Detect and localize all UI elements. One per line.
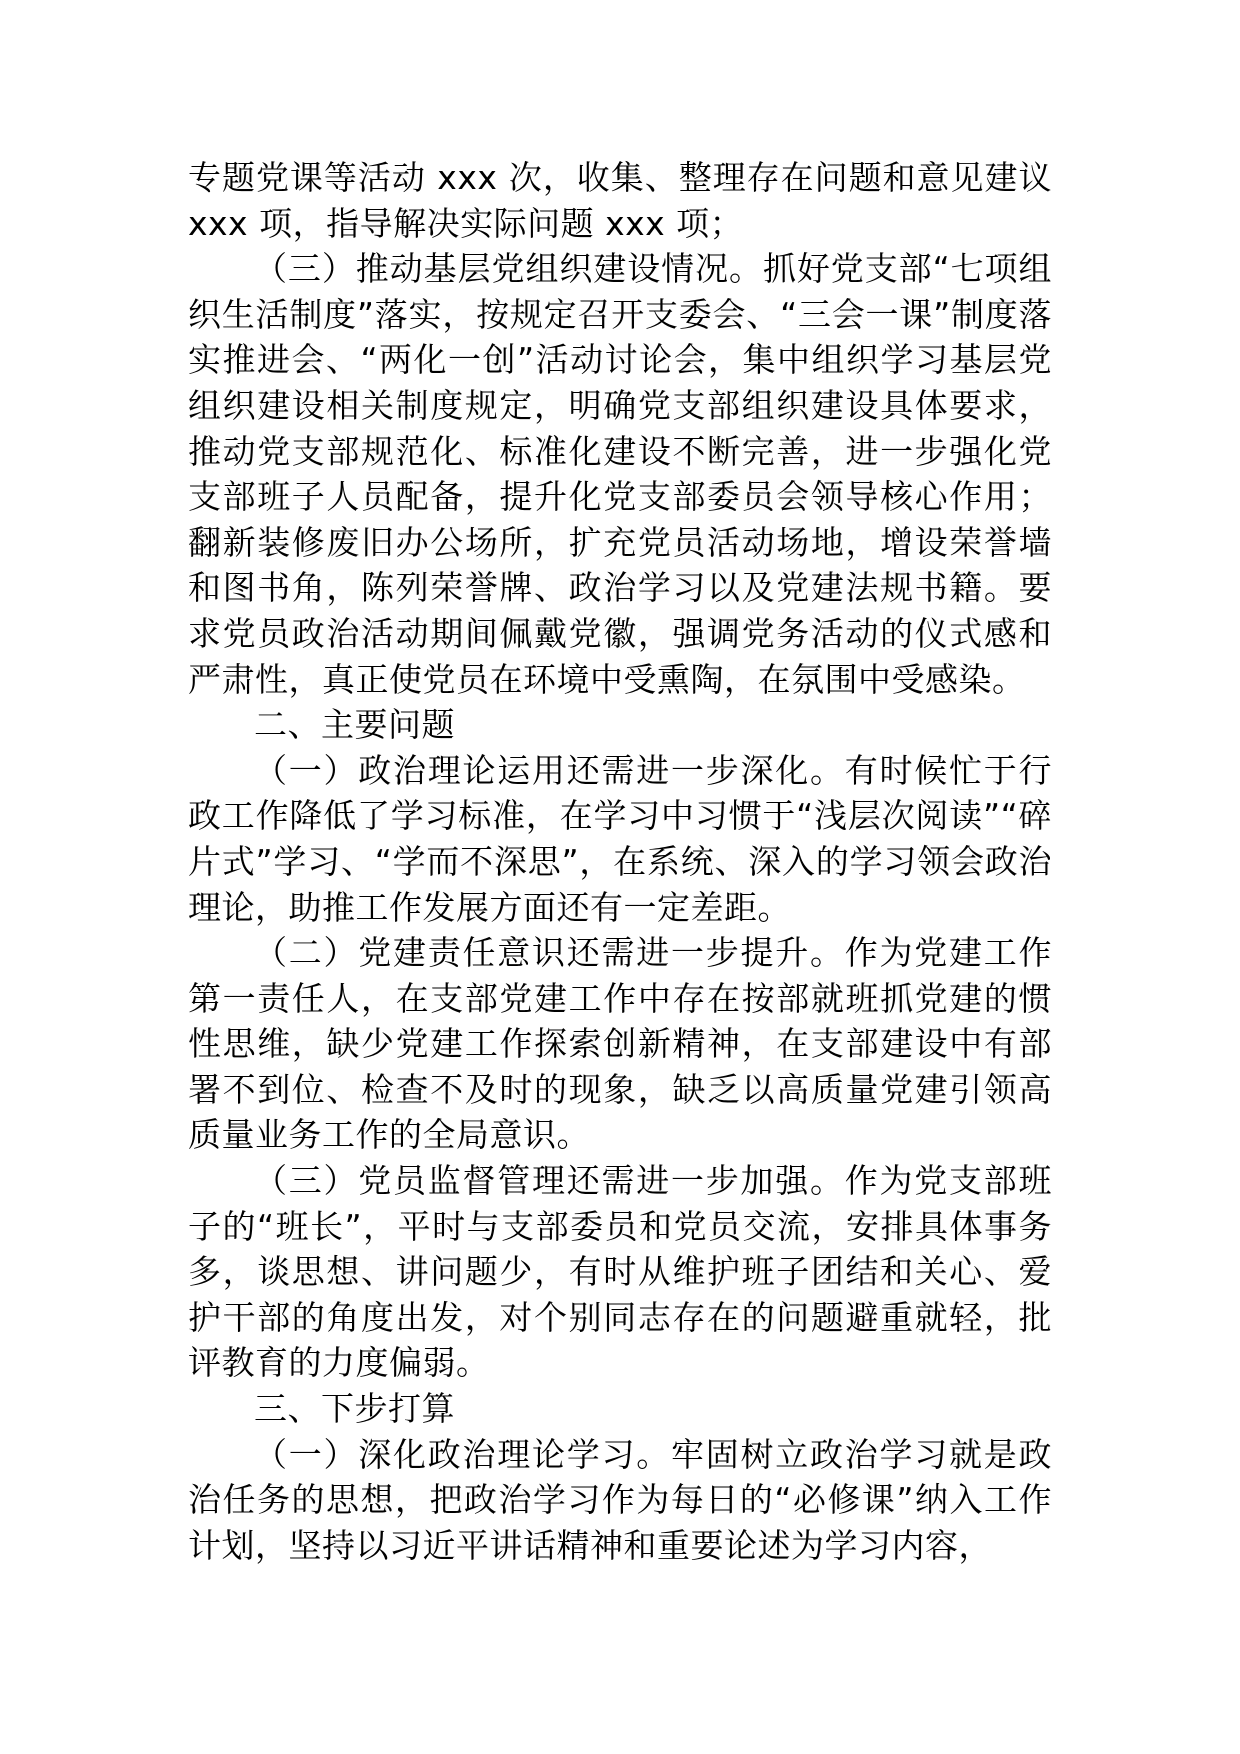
paragraph-party-org-building: （三）推动基层党组织建设情况。抓好党支部“七项组织生活制度”落实，按规定召开支委会、“三会一课”制度落实推进会、“两化一创”活动讨论会，集中组织学习基层党组织建设相关制度规定，明确党支部组织建设具体要求，推动党支部规范化、标准化建设不断完善，进一步强化党支部班子人员配备，提升化党支部委员会领导核心作用；翻新装修废旧办公场所，扩充党员活动场地，增设荣誉墙和图书角，陈列荣誉牌、政治学习以及党建法规书籍。要求党员政治活动期间佩戴党徽，强调党务活动的仪式感和严肃性，真正使党员在环境中受熏陶，在氛围中受感染。 <box>188 249 1052 699</box>
document-body <box>188 155 1052 1568</box>
paragraph-problem-supervision: （三）党员监督管理还需进一步加强。作为党支部班子的“班长”，平时与支部委员和党员交流，安排具体事务多，谈思想、讲问题少，有时从维护班子团结和关心、爱护干部的角度出发，对个别同志存在的问题避重就轻，批评教育的力度偏弱。 <box>188 1161 1052 1383</box>
paragraph-plan-theory-study: （一）深化政治理论学习。牢固树立政治学习就是政治任务的思想，把政治学习作为每日的“必修课”纳入工作计划，坚持以习近平讲话精神和重要论述为学习内容， <box>188 1434 1052 1565</box>
section-heading-next-plans: 三、下步打算 <box>254 1389 455 1429</box>
paragraph-problem-theory: （一）政治理论运用还需进一步深化。有时候忙于行政工作降低了学习标准，在学习中习惯于“浅层次阅读”“碎片式”学习、“学而不深思”，在系统、深入的学习领会政治理论，助推工作发展方面还有一定差距。 <box>188 750 1052 927</box>
section-heading-main-problems: 二、主要问题 <box>254 705 455 745</box>
paragraph-continuation: 专题党课等活动 xxx 次，收集、整理存在问题和意见建议 xxx 项，指导解决实际问题 xxx 项； <box>188 158 1052 243</box>
paragraph-problem-responsibility: （二）党建责任意识还需进一步提升。作为党建工作第一责任人，在支部党建工作中存在按部就班抓党建的惯性思维，缺少党建工作探索创新精神，在支部建设中有部署不到位、检查不及时的现象，缺乏以高质量党建引领高质量业务工作的全局意识。 <box>188 933 1052 1155</box>
